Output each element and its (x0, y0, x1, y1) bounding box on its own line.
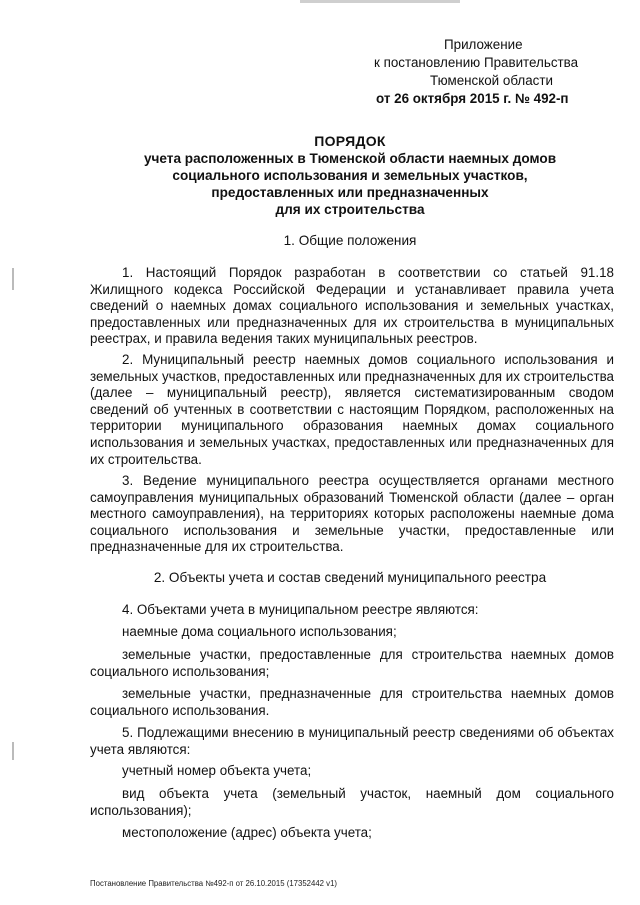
title-line: для их строительства (275, 202, 425, 217)
paragraph: 1. Настоящий Порядок разработан в соответствии со статьей 91.18 Жилищного кодекса Российской Федерации и устанавливает правила учета сведений о наемных домах социального использования и земельных участках, предоставленных или предназначенных для их строительства в муниципальных реестрах, и правила ведения таких муниципальных реестров. (90, 265, 614, 347)
scan-artifact (300, 0, 460, 3)
title-main: ПОРЯДОК (314, 133, 386, 149)
scan-margin-mark (12, 742, 14, 760)
list-item: местоположение (адрес) объекта учета; (122, 825, 372, 840)
appendix-label: Приложение (444, 37, 523, 52)
section-heading: 1. Общие положения (283, 233, 417, 248)
list-item: вид объекта учета (земельный участок, наемный дом социального использования); (90, 786, 614, 818)
paragraph: 4. Объектами учета в муниципальном реестре являются: (122, 602, 479, 617)
title-line: учета расположенных в Тюменской области наемных домов (143, 151, 557, 166)
appendix-resolution: к постановлению Правительства (374, 55, 579, 70)
appendix-header (374, 36, 624, 108)
paragraph: 2. Муниципальный реестр наемных домов социального использования и земельных участков, предоставленных или предназначенных для их строительства (далее – муниципальный реестр), является систематизированным сводом сведений об учтенных в соответствии с настоящим Порядком, расположенных на территории муниципального образования наемных домах социального использования и земельных участках, предоставленных или предназначенных для их строительства. (90, 352, 614, 467)
list-item: учетный номер объекта учета; (122, 763, 312, 778)
document-title (100, 133, 600, 218)
document-footer: Постановление Правительства №492-п от 26.10.2015 (17352442 v1) (90, 879, 338, 888)
appendix-date-number: от 26 октября 2015 г. № 492-п (376, 91, 569, 106)
paragraph: 3. Ведение муниципального реестра осуществляется органами местного самоуправления муниципальных образований Тюменской области (далее – орган местного самоуправления), на территориях которых расположены наемные дома социального использования и земельные участки, предоставленные или предназначенные для их строительства. (90, 473, 614, 555)
appendix-region: Тюменской области (430, 73, 553, 88)
scan-margin-mark (12, 268, 14, 290)
title-line: социального использования и земельных участков, (172, 168, 528, 183)
paragraph: 5. Подлежащими внесению в муниципальный реестр сведениями об объектах учета являются: (90, 725, 614, 757)
list-item: земельные участки, предоставленные для строительства наемных домов социального использования; (90, 647, 614, 679)
list-item: земельные участки, предназначенные для строительства наемных домов социального использования. (90, 686, 614, 718)
list-item: наемные дома социального использования; (122, 624, 397, 639)
title-line: предоставленных или предназначенных (211, 185, 489, 200)
section-heading: 2. Объекты учета и состав сведений муниципального реестра (153, 570, 547, 585)
